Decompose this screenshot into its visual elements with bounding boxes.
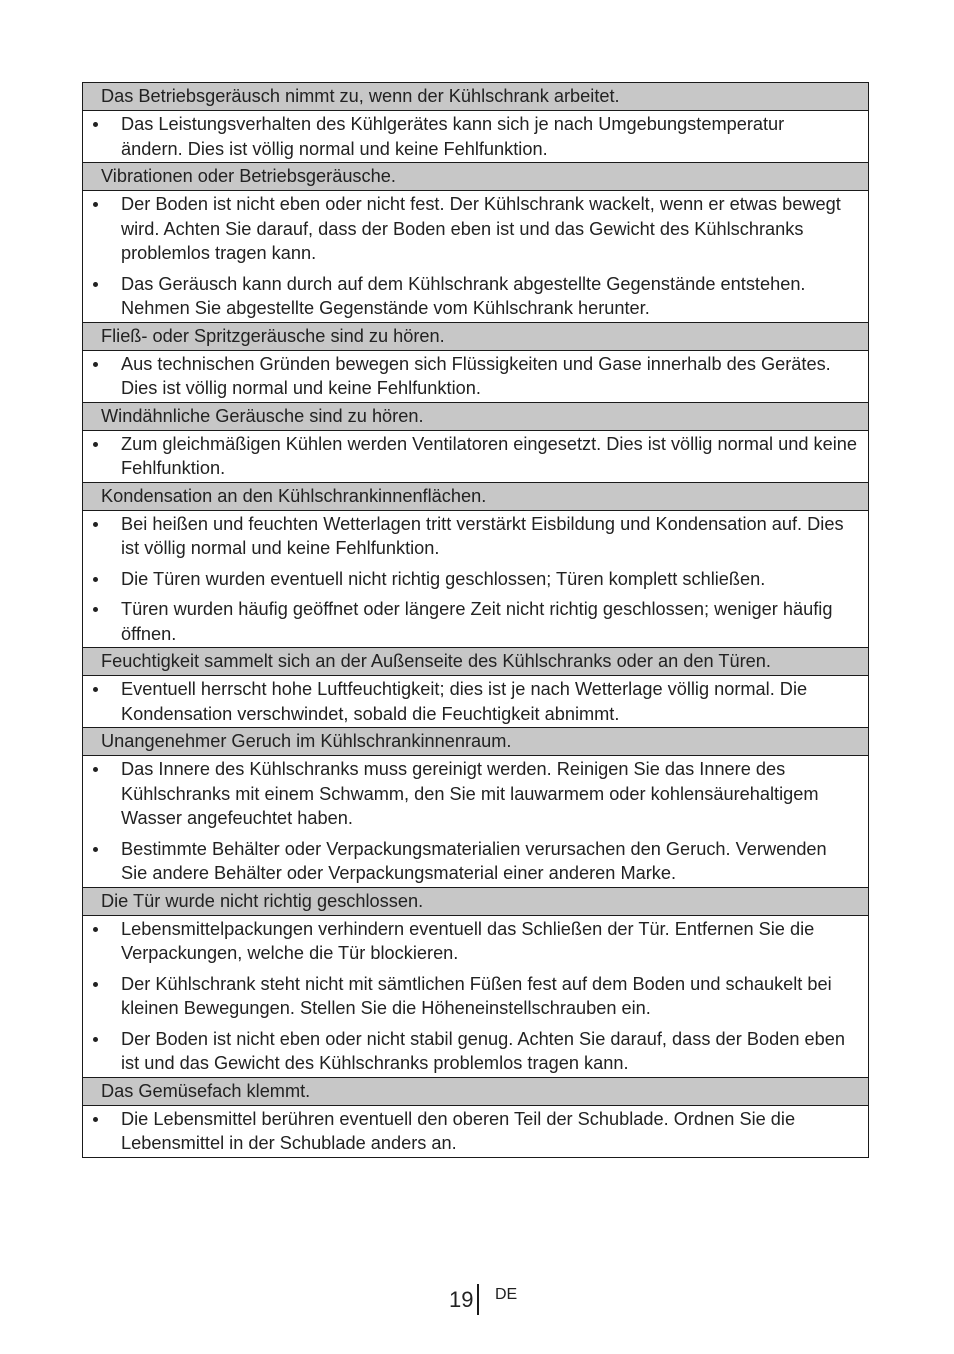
solution-text: Zum gleichmäßigen Kühlen werden Ventilatoren eingesetzt. Dies ist völlig normal und keine Fehlfunktion. <box>121 433 857 478</box>
problem-heading: Unangenehmer Geruch im Kühlschrankinnenraum. <box>83 728 868 756</box>
solution-item <box>83 512 868 561</box>
solution-item <box>83 192 868 266</box>
section-body <box>83 351 868 403</box>
solution-item <box>83 597 868 646</box>
solution-text: Das Geräusch kann durch auf dem Kühlschrank abgestellte Gegenstände entstehen. Nehmen Sie abgestellte Gegenstände vom Kühlschrank herunter. <box>121 273 806 318</box>
solution-text: Die Lebensmittel berühren eventuell den oberen Teil der Schublade. Ordnen Sie die Lebensmittel in der Schublade anders an. <box>121 1108 796 1153</box>
problem-heading: Vibrationen oder Betriebsgeräusche. <box>83 163 868 191</box>
troubleshooting-table <box>82 82 869 1158</box>
section-wind-noise <box>83 403 868 483</box>
section-exterior-moisture <box>83 648 868 728</box>
page-number: 19 <box>449 1287 474 1312</box>
section-door-not-closed <box>83 888 868 1078</box>
problem-heading: Die Tür wurde nicht richtig geschlossen. <box>83 888 868 916</box>
section-body <box>83 511 868 649</box>
solution-item <box>83 972 868 1021</box>
section-body <box>83 676 868 728</box>
bullet-icon <box>93 577 98 582</box>
bullet-icon <box>93 282 98 287</box>
problem-heading: Fließ- oder Spritzgeräusche sind zu hören. <box>83 323 868 351</box>
solution-text: Bestimmte Behälter oder Verpackungsmaterialien verursachen den Geruch. Verwenden Sie andere Behälter oder Verpackungsmaterial einer anderen Marke. <box>121 838 827 883</box>
problem-heading: Feuchtigkeit sammelt sich an der Außenseite des Kühlschranks oder an den Türen. <box>83 648 868 676</box>
solution-text: Der Boden ist nicht eben oder nicht fest. Der Kühlschrank wackelt, wenn er etwas bewegt wird. Achten Sie darauf, dass der Boden eben ist und das Gewicht des Kühlschranks problemlos tragen kann. <box>121 194 841 263</box>
bullet-icon <box>93 982 98 987</box>
section-vibrations <box>83 163 868 323</box>
solution-text: Das Innere des Kühlschranks muss gereinigt werden. Reinigen Sie das Innere des Kühlschranks mit einem Schwamm, den Sie mit lauwarmem oder kohlensäurehaltigem Wasser angefeuchtet haben. <box>121 759 819 828</box>
section-body <box>83 1106 868 1157</box>
solution-text: Eventuell herrscht hohe Luftfeuchtigkeit; dies ist je nach Wetterlage völlig normal. Die Kondensation verschwindet, sobald die Feuchtigkeit abnimmt. <box>121 679 808 724</box>
solution-item <box>83 352 868 401</box>
solution-text: Aus technischen Gründen bewegen sich Flüssigkeiten und Gase innerhalb des Gerätes. Dies ist völlig normal und keine Fehlfunktion. <box>121 353 831 398</box>
solution-item <box>83 432 868 481</box>
bullet-icon <box>93 1117 98 1122</box>
solution-text: Die Türen wurden eventuell nicht richtig geschlossen; Türen komplett schließen. <box>121 568 766 589</box>
solution-text: Das Leistungsverhalten des Kühlgerätes kann sich je nach Umgebungstemperatur ändern. Dies ist völlig normal und keine Fehlfunktion. <box>121 114 785 159</box>
bullet-icon <box>93 767 98 772</box>
footer-divider <box>477 1284 479 1315</box>
solution-item <box>83 917 868 966</box>
bullet-icon <box>93 687 98 692</box>
solution-item <box>83 567 868 592</box>
section-unpleasant-odor <box>83 728 868 888</box>
problem-heading: Kondensation an den Kühlschrankinnenflächen. <box>83 483 868 511</box>
solution-item <box>83 837 868 886</box>
solution-item <box>83 272 868 321</box>
problem-heading: Das Gemüsefach klemmt. <box>83 1078 868 1106</box>
section-body <box>83 756 868 888</box>
solution-item <box>83 677 868 726</box>
section-body <box>83 111 868 163</box>
section-interior-condensation <box>83 483 868 649</box>
bullet-icon <box>93 607 98 612</box>
section-crisper-stuck <box>83 1078 868 1157</box>
section-body <box>83 916 868 1078</box>
solution-text: Bei heißen und feuchten Wetterlagen tritt verstärkt Eisbildung und Kondensation auf. Dies ist völlig normal und keine Fehlfunktion. <box>121 513 844 558</box>
problem-heading: Das Betriebsgeräusch nimmt zu, wenn der Kühlschrank arbeitet. <box>83 83 868 111</box>
solution-item <box>83 757 868 831</box>
bullet-icon <box>93 1037 98 1042</box>
solution-text: Der Boden ist nicht eben oder nicht stabil genug. Achten Sie darauf, dass der Boden eben ist und das Gewicht des Kühlschranks problemlos tragen kann. <box>121 1028 845 1073</box>
solution-text: Lebensmittelpackungen verhindern eventuell das Schließen der Tür. Entfernen Sie die Verpackungen, welche die Tür blockieren. <box>121 918 815 963</box>
bullet-icon <box>93 442 98 447</box>
bullet-icon <box>93 122 98 127</box>
bullet-icon <box>93 522 98 527</box>
solution-text: Der Kühlschrank steht nicht mit sämtlichen Füßen fest auf dem Boden und schaukelt bei kleinen Bewegungen. Stellen Sie die Höheneinstellschrauben ein. <box>121 973 832 1018</box>
bullet-icon <box>93 202 98 207</box>
section-body <box>83 431 868 483</box>
section-operating-noise <box>83 83 868 163</box>
bullet-icon <box>93 847 98 852</box>
solution-text: Türen wurden häufig geöffnet oder längere Zeit nicht richtig geschlossen; weniger häufig öffnen. <box>121 599 833 644</box>
problem-heading: Windähnliche Geräusche sind zu hören. <box>83 403 868 431</box>
bullet-icon <box>93 362 98 367</box>
section-flowing-noise <box>83 323 868 403</box>
solution-item <box>83 112 868 161</box>
section-body <box>83 191 868 323</box>
bullet-icon <box>93 927 98 932</box>
solution-item <box>83 1107 868 1156</box>
solution-item <box>83 1027 868 1076</box>
language-code: DE <box>495 1286 518 1303</box>
